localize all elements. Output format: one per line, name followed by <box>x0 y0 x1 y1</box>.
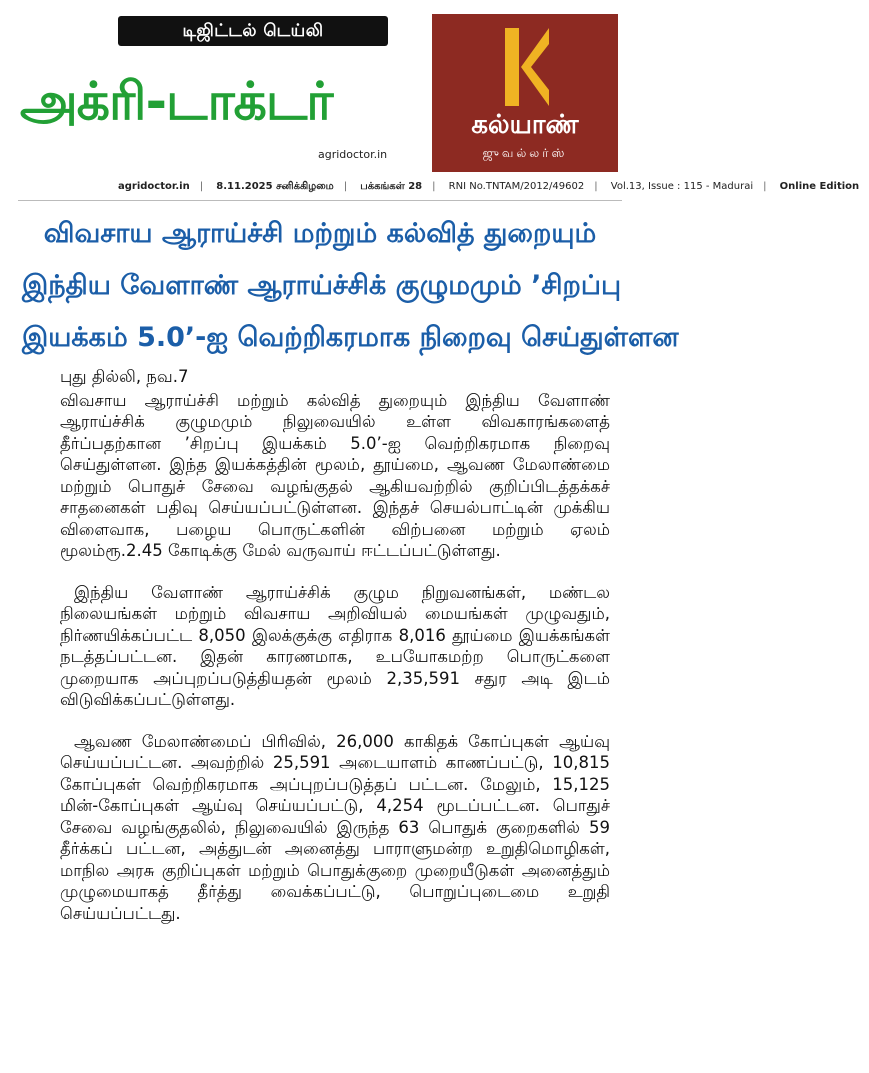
article-body <box>60 366 610 924</box>
newspaper-logo[interactable]: அக்ரி-டாக்டர் <box>20 72 333 132</box>
advert-brand-sub: ஜுவல்லர்ஸ் <box>482 146 568 160</box>
headline-line-3: இயக்கம் 5.0’-ஐ வெற்றிகரமாக நிறைவு செய்துள்ளன <box>22 322 679 353</box>
article-paragraph: இந்திய வேளாண் ஆராய்ச்சிக் குழும நிறுவனங்கள், மண்டல நிலையங்கள் மற்றும் விவசாய அறிவியல் மையங்கள் முழுவதும், நிர்ணயிக்கப்பட்ட 8,050 இலக்குக்கு எதிராக 8,016 தூய்மை இயக்கங்கள் நடத்தப்பட்டன. இதன் காரணமாக, உபயோகமற்ற பொருட்களை முறையாக அப்புறப்படுத்தியதன் மூலம் 2,35,591 சதுர அடி இடம் விடுவிக்கப்பட்டுள்ளது. <box>60 582 610 709</box>
masthead <box>0 0 860 200</box>
advert-brand-name: கல்யாண் <box>471 110 579 140</box>
masthead-tagline: டிஜிட்டல் டெய்லி <box>118 16 388 46</box>
masthead-divider <box>18 200 622 201</box>
article-paragraph: விவசாய ஆராய்ச்சி மற்றும் கல்வித் துறையும் இந்திய வேளாண் ஆராய்ச்சிக் குழுமமும் நிலுவையில் உள்ள விவகாரங்களைத் தீர்ப்பதற்கான ’சிறப்பு இயக்கம் 5.0’-ஐ வெற்றிகரமாக நிறைவு செய்துள்ளன. இந்த இயக்கத்தின் மூலம், தூய்மை, ஆவண மேலாண்மை மற்றும் பொதுச் சேவை வழங்குதல் ஆகியவற்றில் குறிப்பிடத்தக்கச் சாதனைகள் பதிவு செய்யப்பட்டுள்ளன. இந்தச் செயல்பாட்டின் முக்கிய விளைவாக, பழைய பொருட்களின் விற்பனை மற்றும் ஏலம் மூலம்ரூ.2.45 கோடிக்கு மேல் வருவாய் ஈட்டப்பட்டுள்ளது. <box>60 390 610 560</box>
info-edition: Online Edition <box>779 181 860 192</box>
logo-url: agridoctor.in <box>318 148 388 161</box>
headline-line-1: விவசாய ஆராய்ச்சி மற்றும் கல்வித் துறையும் <box>43 218 597 249</box>
edition-info-bar: agridoctor.in | 8.11.2025 சனிக்கிழமை | பக்கங்கள் 28 | RNI No.TNTAM/2012/49602 | Vol.13, Issue : 115 - Madurai | Online Edition <box>118 181 860 192</box>
article-paragraph: ஆவண மேலாண்மைப் பிரிவில், 26,000 காகிதக் கோப்புகள் ஆய்வு செய்யப்பட்டன. அவற்றில் 25,591 அடையாளம் காணப்பட்டு, 10,815 கோப்புகள் வெற்றிகரமாக அப்புறப்படுத்தப் பட்டன. மேலும், 15,125 மின்-கோப்புகள் ஆய்வு செய்யப்பட்டு, 4,254 மூடப்பட்டன. பொதுச் சேவை வழங்குதலில், நிலுவையில் இருந்த 63 பொதுக் குறைகளில் 59 தீர்க்கப் பட்டன, அத்துடன் அனைத்து பாராளுமன்ற உறுதிமொழிகள், மாநில அரசு குறிப்புகள் மற்றும் பொதுக்குறை முறையீடுகள் அனைத்தும் முழுமையாகத் தீர்த்து வைக்கப்பட்டு, பொறுப்புடைமை உறுதி செய்யப்பட்டது. <box>60 731 610 923</box>
kalyan-jewellers-advert[interactable] <box>432 14 618 172</box>
info-date: 8.11.2025 சனிக்கிழமை <box>216 181 334 192</box>
info-volume: Vol.13, Issue : 115 - Madurai <box>610 181 754 192</box>
info-pages: பக்கங்கள் 28 <box>360 181 423 192</box>
info-site: agridoctor.in <box>118 181 190 192</box>
info-rni: RNI No.TNTAM/2012/49602 <box>448 181 585 192</box>
headline-line-2: இந்திய வேளாண் ஆராய்ச்சிக் குழுமமும் ’சிறப்பு <box>22 270 622 301</box>
kalyan-k-logo-icon <box>505 28 549 106</box>
article-dateline: புது தில்லி, நவ.7 <box>60 367 189 386</box>
article-headline <box>22 208 679 364</box>
